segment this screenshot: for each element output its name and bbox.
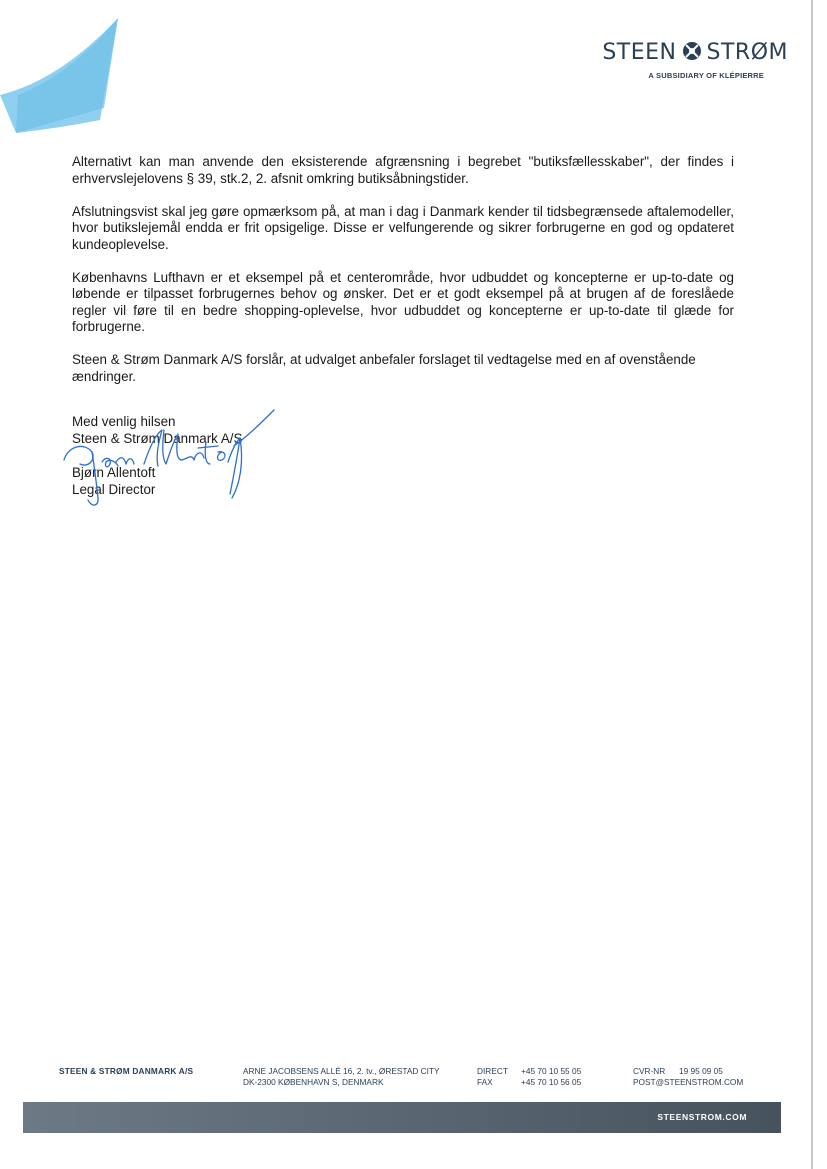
- page-edge: [811, 0, 813, 1169]
- footer-website: STEENSTROM.COM: [657, 1112, 747, 1122]
- signatory-name: Bjørn Allentoft: [72, 465, 156, 480]
- closing-greeting: Med venlig hilsen: [72, 414, 176, 429]
- footer-company: STEEN & STRØM DANMARK A/S: [59, 1066, 194, 1076]
- corner-swoosh: [0, 0, 130, 140]
- cvr-label: CVR-NR: [633, 1066, 666, 1076]
- logo-left-text: STEEN: [602, 40, 677, 65]
- footer-address-line1: ARNE JACOBSENS ALLÉ 16, 2. tv., ØRESTAD CITY: [243, 1066, 440, 1076]
- handwritten-signature: [58, 402, 288, 512]
- logo-tagline: A SUBSIDIARY OF KLÉPIERRE: [648, 71, 764, 80]
- signatory-title: Legal Director: [72, 482, 156, 497]
- footer-info: [0, 1066, 827, 1094]
- fax-label: FAX: [477, 1077, 493, 1087]
- footer-address: [243, 1066, 440, 1088]
- direct-phone: +45 70 10 55 05: [521, 1066, 582, 1076]
- footer-bar: [23, 1102, 781, 1133]
- logo-right-text: STRØM: [706, 40, 788, 65]
- closing-company: Steen & Strøm Danmark A/S: [72, 431, 243, 446]
- footer-email: POST@STEENSTROM.COM: [633, 1077, 744, 1087]
- cvr-number: 19 95 09 05: [679, 1066, 723, 1076]
- direct-label: DIRECT: [477, 1066, 508, 1076]
- footer-address-line2: DK-2300 KØBENHAVN S, DENMARK: [243, 1077, 384, 1087]
- logo-emblem-icon: [679, 41, 705, 61]
- logo-wordmark: [560, 40, 788, 65]
- paragraph: Steen & Strøm Danmark A/S forslår, at udvalget anbefaler forslaget til vedtagelse med en af ovenstående ændringer.: [72, 352, 696, 384]
- company-logo: [560, 40, 800, 90]
- letter-body: [72, 154, 734, 402]
- paragraph: Afslutningsvist skal jeg gøre opmærksom på, at man i dag i Danmark kender til tidsbegrænsede aftalemodeller, hvor butikslejemål endda er frit opsigelige. Disse er velfungerende og sikrer forbrugerne en god og opdateret kundeoplevelse.: [72, 203, 734, 252]
- paragraph: Københavns Lufthavn er et eksempel på et centerområde, hvor udbuddet og koncepterne er up-to-date og løbende er tilpasset forbrugernes behov og ønsker. Det er et godt eksempel på at brugen af de foreslåede regler vil føre til en bedre shopping-oplevelse, hvor udbuddet og koncepterne er up-to-date til glæde for forbrugerne.: [72, 269, 734, 334]
- footer-registry: [633, 1066, 743, 1088]
- paragraph: Alternativt kan man anvende den eksisterende afgrænsning i begrebet "butiksfællesskaber", der findes i erhvervslejelovens § 39, stk.2, 2. afsnit omkring butiksåbningstider.: [72, 154, 734, 186]
- fax-number: +45 70 10 56 05: [521, 1077, 582, 1087]
- footer-phones: [477, 1066, 581, 1088]
